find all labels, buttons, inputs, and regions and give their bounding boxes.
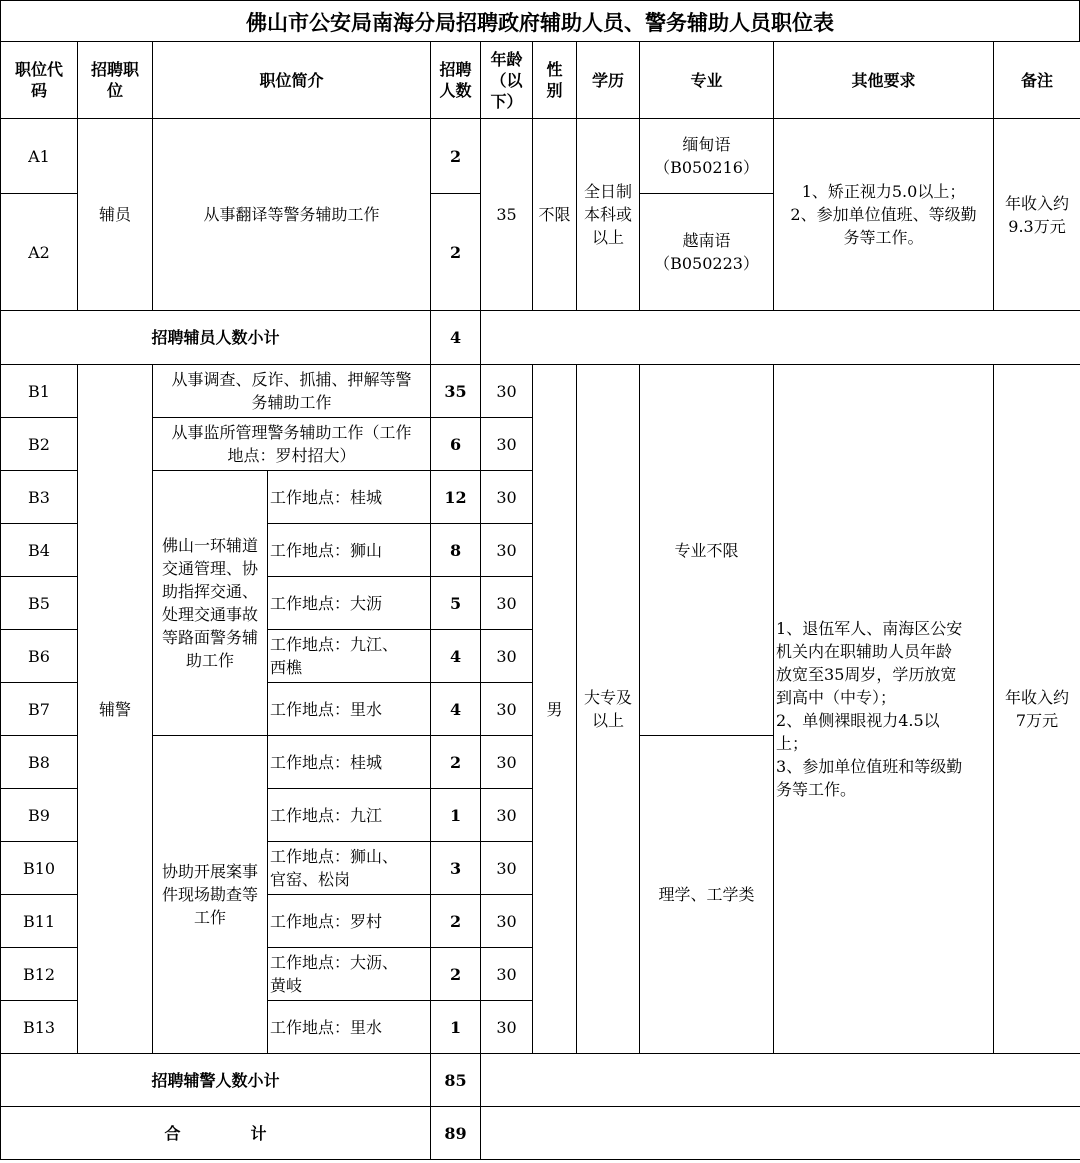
- row-location: 工作地点：大沥: [268, 577, 431, 630]
- row-count: 2: [431, 194, 481, 311]
- header-post: 招聘职 位: [78, 42, 153, 119]
- row-count: 4: [431, 630, 481, 683]
- intro-traffic: 佛山一环辅道 交通管理、协 助指挥交通、 处理交通事故 等路面警务辅 助工作: [153, 471, 268, 736]
- group-b-major-2: 理学、工学类: [640, 736, 774, 1054]
- row-count: 3: [431, 842, 481, 895]
- row-count: 35: [431, 365, 481, 418]
- row-count: 1: [431, 1001, 481, 1054]
- total-value: 89: [431, 1107, 481, 1160]
- row-location: 工作地点：桂城: [268, 736, 431, 789]
- row-code: B12: [1, 948, 78, 1001]
- intro-scene: 协助开展案事 件现场勘查等 工作: [153, 736, 268, 1054]
- row-major: 缅甸语 （B050216）: [640, 119, 774, 194]
- table-row: [1, 365, 1080, 418]
- header-count: 招聘 人数: [431, 42, 481, 119]
- row-age: 30: [481, 683, 533, 736]
- row-code: B8: [1, 736, 78, 789]
- row-code: B1: [1, 365, 78, 418]
- header-age: 年龄 （以 下）: [481, 42, 533, 119]
- row-location: 工作地点：九江: [268, 789, 431, 842]
- total-label: 合 计: [1, 1107, 431, 1160]
- group-b-note: 年收入约 7万元: [994, 365, 1080, 1054]
- row-age: 30: [481, 895, 533, 948]
- header-row: [1, 42, 1080, 119]
- row-age: 30: [481, 842, 533, 895]
- row-age: 30: [481, 418, 533, 471]
- total-blank: [481, 1107, 1080, 1160]
- row-age: 30: [481, 524, 533, 577]
- row-location: 工作地点：桂城: [268, 471, 431, 524]
- row-age: 30: [481, 365, 533, 418]
- group-a-note: 年收入约 9.3万元: [994, 119, 1080, 311]
- header-note: 备注: [994, 42, 1080, 119]
- group-a-intro: 从事翻译等警务辅助工作: [153, 119, 431, 311]
- header-major: 专业: [640, 42, 774, 119]
- row-code: B13: [1, 1001, 78, 1054]
- row-code: B4: [1, 524, 78, 577]
- row-major: 越南语 （B050223）: [640, 194, 774, 311]
- row-count: 4: [431, 683, 481, 736]
- row-location: 工作地点：大沥、 黄岐: [268, 948, 431, 1001]
- row-age: 30: [481, 577, 533, 630]
- group-b-edu: 大专及 以上: [577, 365, 640, 1054]
- header-intro: 职位简介: [153, 42, 431, 119]
- row-intro: 从事监所管理警务辅助工作（工作 地点：罗村招大）: [153, 418, 431, 471]
- row-count: 2: [431, 119, 481, 194]
- row-count: 2: [431, 948, 481, 1001]
- subtotal-a-blank: [481, 311, 1080, 365]
- group-b-other: 1、退伍军人、南海区公安 机关内在职辅助人员年龄 放宽至35周岁，学历放宽 到高中（中专）； 2、单侧裸眼视力4.5以 上； 3、参加单位值班和等级勤 务等工作。: [774, 365, 994, 1054]
- subtotal-b-label: 招聘辅警人数小计: [1, 1054, 431, 1107]
- row-intro: 从事调查、反诈、抓捕、押解等警 务辅助工作: [153, 365, 431, 418]
- group-b-major-1: 专业不限: [640, 365, 774, 736]
- row-code: B5: [1, 577, 78, 630]
- row-location: 工作地点：狮山、 官窑、松岗: [268, 842, 431, 895]
- group-b-gender: 男: [533, 365, 577, 1054]
- row-age: 30: [481, 1001, 533, 1054]
- row-code: B11: [1, 895, 78, 948]
- row-code: B10: [1, 842, 78, 895]
- positions-table: [0, 41, 1080, 1160]
- row-location: 工作地点：罗村: [268, 895, 431, 948]
- header-gender: 性 别: [533, 42, 577, 119]
- group-a-gender: 不限: [533, 119, 577, 311]
- row-count: 6: [431, 418, 481, 471]
- subtotal-a-label: 招聘辅员人数小计: [1, 311, 431, 365]
- subtotal-row-b: [1, 1054, 1080, 1107]
- group-a-age: 35: [481, 119, 533, 311]
- subtotal-b-blank: [481, 1054, 1080, 1107]
- row-code: A2: [1, 194, 78, 311]
- row-count: 2: [431, 895, 481, 948]
- row-count: 2: [431, 736, 481, 789]
- row-age: 30: [481, 789, 533, 842]
- header-other: 其他要求: [774, 42, 994, 119]
- subtotal-a-value: 4: [431, 311, 481, 365]
- row-age: 30: [481, 736, 533, 789]
- row-location: 工作地点：里水: [268, 683, 431, 736]
- subtotal-b-value: 85: [431, 1054, 481, 1107]
- page-title: 佛山市公安局南海分局招聘政府辅助人员、警务辅助人员职位表: [0, 0, 1080, 42]
- group-a-edu: 全日制 本科或 以上: [577, 119, 640, 311]
- row-age: 30: [481, 471, 533, 524]
- row-age: 30: [481, 630, 533, 683]
- group-a-post: 辅员: [78, 119, 153, 311]
- row-location: 工作地点：里水: [268, 1001, 431, 1054]
- header-code: 职位代 码: [1, 42, 78, 119]
- row-count: 5: [431, 577, 481, 630]
- row-location: 工作地点：狮山: [268, 524, 431, 577]
- row-count: 8: [431, 524, 481, 577]
- subtotal-row-a: [1, 311, 1080, 365]
- group-b-post: 辅警: [78, 365, 153, 1054]
- row-count: 12: [431, 471, 481, 524]
- row-location: 工作地点：九江、 西樵: [268, 630, 431, 683]
- row-code: A1: [1, 119, 78, 194]
- total-row: [1, 1107, 1080, 1160]
- header-edu: 学历: [577, 42, 640, 119]
- row-age: 30: [481, 948, 533, 1001]
- row-code: B6: [1, 630, 78, 683]
- row-code: B9: [1, 789, 78, 842]
- group-a-other: 1、矫正视力5.0以上； 2、参加单位值班、等级勤 务等工作。: [774, 119, 994, 311]
- row-code: B7: [1, 683, 78, 736]
- table-row: [1, 119, 1080, 194]
- row-code: B2: [1, 418, 78, 471]
- row-count: 1: [431, 789, 481, 842]
- row-code: B3: [1, 471, 78, 524]
